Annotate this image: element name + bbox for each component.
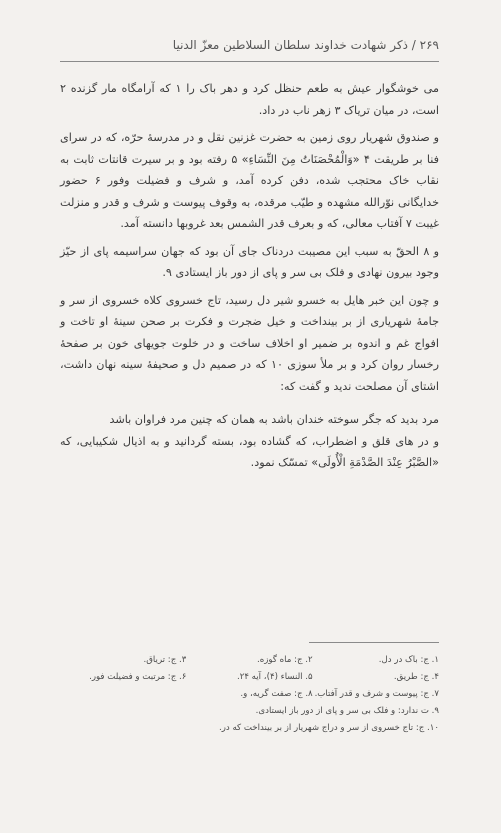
footnote-4: ۴. ج: طریق.: [393, 672, 439, 682]
footnote-9: ۹. ت ندارد: و فلک بی سر و پای از دور باز ایستادی.: [255, 706, 439, 716]
footnote-row: [60, 686, 439, 703]
footnote-empty: [60, 686, 186, 703]
paragraph-1: می خوشگوار عیش به طعم حنظل کرد و دهر باک را ۱ که آرامگاه مار گزنده ۲ است، در میان تریاک ۳ زهر ناب در داد.: [60, 82, 439, 117]
footnote-10: ۱۰. ج: تاج خسروی از سر و دراج شهریار از بر بینداخت که در.: [219, 723, 439, 733]
footnote-5: ۵. النساء (۴)، آیه ۲۴.: [236, 672, 313, 682]
footnote-row: [60, 652, 439, 669]
paragraph-4: و چون این خبر هایل به خسرو شیر دل رسید، تاج خسروی کلاه خسروی از سر و جامهٔ شهریاری از بر بینداخت و خیل ضجرت و فکرت بر صحن سینهٔ او تاخت و افواج غم و اندوه بر ضمیر او اخلاف ساخت و در خلوت جویهای خون بر صفحهٔ رخسار روان کرد و بر ملأ سوزی ۱۰ که در صمیم دل و صحیفهٔ سینه نهان داشت، اشتای آن مصلحت ندید و گفت که:: [60, 293, 439, 393]
footnote-1: ۱. ج: باک در دل.: [378, 655, 439, 665]
footnote-row: [60, 669, 439, 686]
footnotes: [60, 652, 439, 737]
running-header-text: ۲۶۹ / ذکر شهادت خداوند سلطان السلاطین معزّ الدنیا: [172, 38, 439, 52]
paragraph-2: و صندوق شهریار روی زمین به حضرت غزنین نقل و در مدرسهٔ حرّه، که در سرای فنا بر طریقت ۴ «وَالْمُحْصَنَاتُ مِنَ النِّسَاءِ» ۵ رفته بود و بر سیرت قانتات ثابت به نقاب خاک محتجب شده، دفن کرده آمد، و شرف و فضیلت وفور ۶ حضور خدایگانی نوّرالله مشهده و طیّب مرقده، به وقوف پیوست و شرف و قدر و منزلت غیبت ۷ آفتاب معالی، که و بعرف قدر الشمس بعد غروبها دانسته آمد.: [60, 131, 439, 230]
verse-line: مرد بدید که جگر سوخته خندان باشد به همان که چنین مرد فراوان باشد: [109, 413, 439, 426]
paragraph-3: و ۸ الحقّ به سبب این مصیبت دردناک جای آن بود که جهان سراسیمه پای از حیّز وجود بیرون نهادی و فلک بی سر و پای از دور باز ایستادی ۹.: [60, 244, 439, 279]
footnote-3: ۳. ج: تریاق.: [143, 655, 187, 665]
running-header: [60, 34, 439, 56]
main-text: [60, 78, 439, 480]
footnote-6: ۶. ج: مرتبت و فضیلت فور.: [89, 672, 187, 682]
footnote-8: ۸. ج: صفت گریه، و.: [240, 689, 313, 699]
footnote-7: ۷. ج: پیوست و شرف و قدر آفتاب.: [314, 689, 439, 699]
closing-paragraph: و در های قلق و اضطراب، که گشاده بود، بسته گردانید و به اذیال شکیبایی، که «الصَّبْرُ عِنْدَ الصَّدْمَةِ الْأُولَى» تمسّک نمود.: [60, 434, 439, 469]
header-divider: [60, 61, 439, 62]
footnote-2: ۲. ج: ماه گوزه.: [257, 655, 313, 665]
footnote-divider: [309, 642, 439, 643]
